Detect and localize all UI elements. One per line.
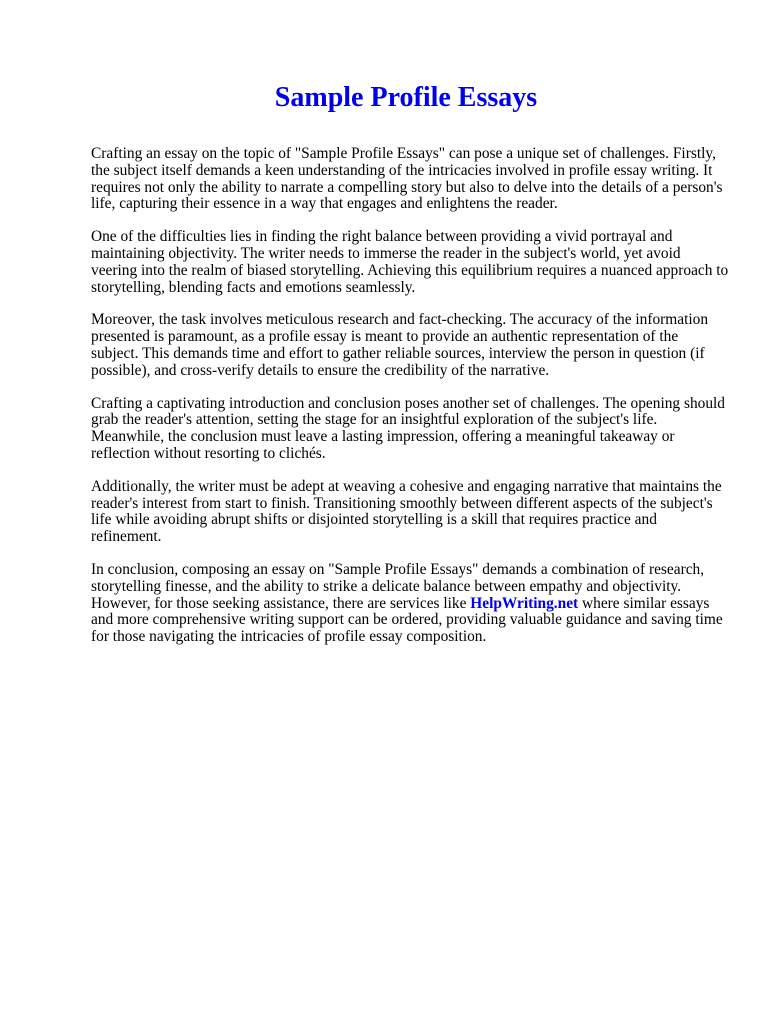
paragraph-1: Crafting an essay on the topic of "Sample Profile Essays" can pose a unique set of challenges. Firstly, the subject itself demands a keen understanding of the intricacies involved in profile essay writing. It requires not only the ability to narrate a compelling story but also to delve into the details of a person's life, capturing their essence in a way that engages and enlightens the reader.: [91, 145, 723, 213]
helpwriting-link[interactable]: HelpWriting.net: [470, 594, 579, 612]
paragraph-6-text-after-link: where similar essays and more comprehensive writing support can be ordered, providing valuable guidance and saving time for those navigating the intricacies of profile essay composition.: [91, 594, 723, 646]
paragraph-2: One of the difficulties lies in finding the right balance between providing a vivid portrayal and maintaining objectivity. The writer needs to immerse the reader in the subject's world, yet avoid veering into the realm of biased storytelling. Achieving this equilibrium requires a nuanced approach to storytelling, blending facts and emotions seamlessly.: [91, 228, 729, 296]
page-title: Sample Profile Essays: [274, 82, 538, 113]
paragraph-5: Additionally, the writer must be adept at weaving a cohesive and engaging narrative that maintains the reader's interest from start to finish. Transitioning smoothly between different aspects of the subject's life while avoiding abrupt shifts or disjointed storytelling is a skill that requires practice and refinement.: [91, 477, 722, 546]
paragraph-6-text-before-link: In conclusion, composing an essay on "Sample Profile Essays" demands a combination of research, storytelling finesse, and the ability to strike a delicate balance between empathy and objectivity. However, for those seeking assistance, there are services like: [91, 560, 705, 612]
paragraph-6: [91, 562, 729, 646]
paragraph-3: Moreover, the task involves meticulous research and fact-checking. The accuracy of the information presented is paramount, as a profile essay is meant to provide an authentic representation of the subject. This demands time and effort to gather reliable sources, interview the person in question (if possible), and cross-verify details to ensure the credibility of the narrative.: [91, 311, 709, 379]
paragraph-4: Crafting a captivating introduction and conclusion poses another set of challenges. The opening should grab the reader's attention, setting the stage for an insightful exploration of the subject's life. Meanwhile, the conclusion must leave a lasting impression, offering a meaningful takeaway or reflection without resorting to clichés.: [91, 394, 725, 462]
essay-body: [91, 146, 729, 662]
